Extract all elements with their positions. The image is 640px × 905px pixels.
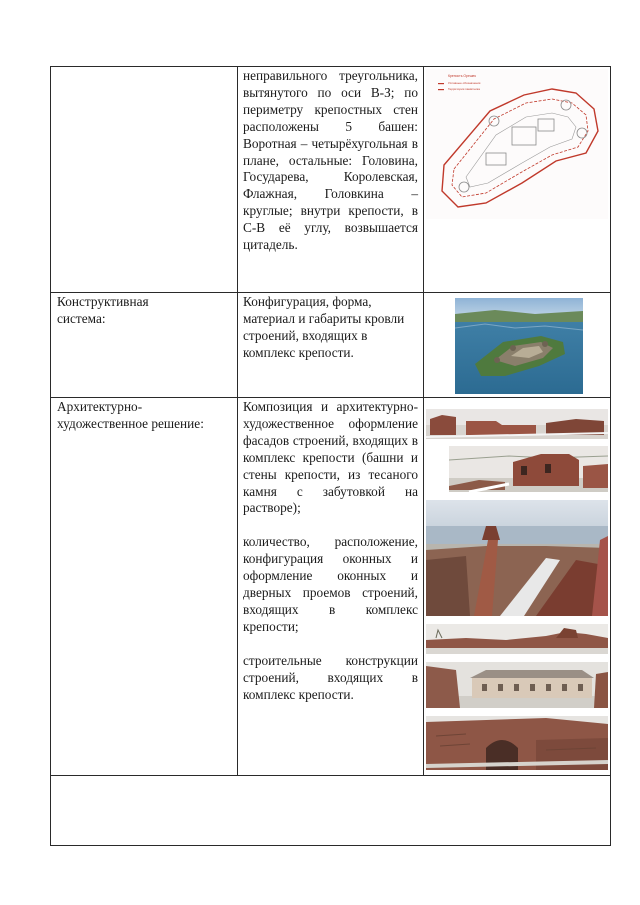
row-divider-1 xyxy=(50,292,611,293)
plan-legend-title: Крепость Орешек xyxy=(448,74,476,78)
row1-description-text: неправильного треугольника, вытянутого по оси В-З; по периметру крепостных стен расположены 5 башен: Воротная – четырёхугольная в плане, остальные: Головина, Государева, Королевская, Флажная, Головкина – круглые; внутри крепости, в С-В её углу, возвышается цитадель. xyxy=(243,68,418,253)
row3-description-text-3: строительные конструкции строений, входящих в комплекс крепости. xyxy=(243,652,418,702)
ruins-photo-3-image xyxy=(426,624,608,654)
row3-label: Архитектурно-художественное решение: xyxy=(57,399,204,431)
plan-legend-item-1: Условные обозначения xyxy=(448,81,481,85)
table-border-top xyxy=(50,66,611,67)
ruins-photo-2-image xyxy=(449,446,608,492)
fortress-plan-image xyxy=(426,69,608,219)
barracks-photo-image xyxy=(426,662,608,708)
ruins-photo-1-image xyxy=(426,409,608,439)
table-border-right xyxy=(610,66,611,846)
row3-description xyxy=(243,399,418,704)
aerial-photo-image xyxy=(455,298,583,394)
plan-legend-item-2: Территория памятника xyxy=(448,87,480,91)
column-divider-1 xyxy=(237,66,238,775)
row3-description-text-2: количество, расположение, конфигурация оконных и оформление оконных и дверных проемов строений, входящих в комплекс крепости; xyxy=(243,534,418,634)
row-divider-2 xyxy=(50,397,611,398)
row3-description-text-1: Композиция и архитектурно-художественное оформление фасадов строений, входящих в комплекс крепости (башни и стены крепости, из тесаного камня с забутовкой на растворе); xyxy=(243,399,418,516)
table-border-left xyxy=(50,66,51,846)
arch-photo-image xyxy=(426,716,608,770)
table-border-bottom xyxy=(50,845,611,846)
row2-description xyxy=(243,294,408,362)
column-divider-2 xyxy=(423,66,424,775)
row2-label: Конструктивная система: xyxy=(57,294,149,326)
row2-description-text: Конфигурация, форма, материал и габариты кровли строений, входящих в комплекс крепости. xyxy=(243,294,405,360)
wall-aerial-photo-image xyxy=(426,500,608,616)
row1-description xyxy=(243,68,418,254)
row-divider-3 xyxy=(50,775,611,776)
